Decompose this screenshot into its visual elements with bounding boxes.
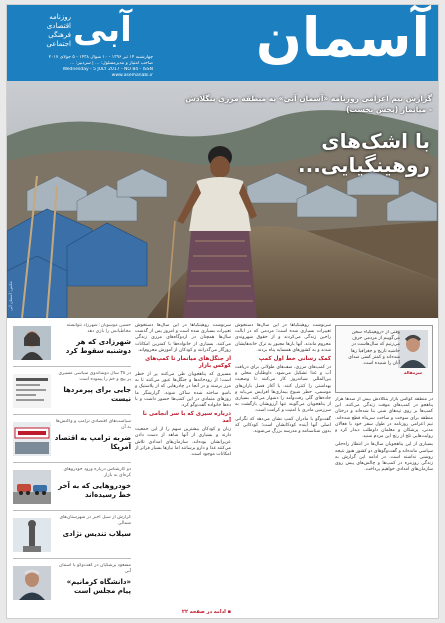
article-paragraph: در منطقه کوکس بازار بنگلادش بیش از صدها هزار پناهجو در کمپ‌های موقت زندگی می‌کنند. این کمپ‌ها بر روی تپه‌های شنی بنا شده‌اند و درختان منطقه برای سوخت و ساخت سرپناه قطع شده‌اند. تیم اعزامی روزنامه در طول سفر خود با فعالان مدنی، پزشکان و معلمان داوطلب دیدار کرد و روایت‌هایی تلخ از رنج این مردم شنید.	[335, 397, 433, 440]
article-subheading: از جنگل‌های میانمار تا کمپ‌های کوکس بازار	[145, 356, 231, 370]
statue-thumb-icon	[13, 518, 51, 552]
editorial-box[interactable]	[335, 325, 433, 393]
teaser-title[interactable]: خودروهایی که به آخر خط رسیده‌اند	[58, 482, 131, 499]
editor-avatar	[398, 330, 428, 368]
article-column-1	[135, 323, 231, 617]
cover-headline[interactable]: با اشک‌های روهینگیایی...	[298, 129, 430, 177]
article-paragraph: گفت‌وگو با مادران کمپ نشان می‌دهد که نگرانی اصلی آنها آینده کودکانشان است؛ کودکانی که بدون شناسنامه و مدرسه بزرگ می‌شوند.	[235, 416, 331, 435]
article-paragraph: در کمپ‌های مرزی، صف‌های طولانی برای دریافت آب و غذا تشکیل می‌شود. داوطلبان محلی و بین‌المللی شبانه‌روز کار می‌کنند تا وضعیت بهداشتی را کنترل کنند. با آغاز فصل باران‌های موسمی، خطر شیوع بیماری‌ها افزایش می‌یابد و جاده‌های گلی رفت‌وآمد را دشوار می‌کند. بسیاری از پناهجویان می‌گویند تنها آرزویشان بازگشت به سرزمین مادری با امنیت و کرامت است.	[235, 365, 331, 414]
cover-photo[interactable]	[7, 81, 439, 318]
teaser-lead: گزارش از سیل اخیر در شهرستان‌های شمالی	[59, 515, 131, 526]
headline-thumb-icon	[13, 374, 51, 408]
sub-line: روزنامه	[49, 13, 71, 21]
editorial-text: وقتی از «روهینگیا» سخن می‌گوییم از مردمی حرف می‌زنیم که سال‌هاست در حاشیه تاریخ و جغرافیا رها شده‌اند و کمتر کسی صدای آنان را شنیده است.	[348, 330, 400, 367]
portrait-thumb-2-icon	[13, 566, 51, 600]
issue-staff: صاحب امتیاز و مدیرمسئول: ... | سردبیر: ...	[70, 61, 153, 66]
article-paragraph: سرنوشت روهینگیاها در این سال‌ها دستخوش تغییرات بسیاری شده است و امروز پس از گذشت سال‌ها همچنان در اردوگاه‌های مرزی زندگی می‌کنند. بسیاری از خانواده‌ها با کمترین امکانات روزگار می‌گذرانند و کودکان از آموزش محروم‌اند.	[135, 323, 231, 353]
photo-credit: عکس: آسمان آبی	[8, 280, 13, 311]
refugee-camp-photo	[7, 81, 439, 318]
teaser-item[interactable]	[13, 467, 131, 511]
issue-number: Wednesday - 5 JULY 2017 - NO 84 - ISSN	[62, 67, 153, 72]
article-paragraph: زنان و کودکان بیشترین سهم را از این جمعیت دارند و بسیاری از آنها شاهد از دست دادن عزیزانشان بوده‌اند. سازمان‌های امدادی تلاش می‌کنند غذا و دارو برسانند اما نیازها بسیار فراتر از امکانات موجود است.	[135, 427, 231, 458]
article-subheading: درباره سیری که با سر انجامی نا آمد	[142, 411, 231, 425]
sub-line: اجتماعی	[46, 40, 71, 48]
teaser-lead: حسین موسویان: شهرزاد نتوانسته مخاطبانش را بازی دهد	[66, 323, 131, 334]
issue-meta	[13, 55, 153, 79]
sub-brand-lines	[17, 13, 71, 49]
sub-line: فرهنگی	[48, 31, 71, 39]
cover-kicker: گزارش تیم اعزامی روزنامه «آسمان آبی» به منطقه مرزی بنگلادش - میانمار (بخش نخست)	[185, 94, 432, 114]
teaser-title[interactable]: جایی برای پیرمردها نیست	[63, 386, 131, 403]
teaser-lead: در ۳۸ سال دوشاندوی سیاسی مسیری پر پیچ و خم را پیموده است	[58, 371, 131, 382]
sub-brand-logo	[13, 11, 133, 51]
teaser-title[interactable]: ضربه ترامپ به اقتصاد آمریکا	[54, 434, 131, 451]
continued-note[interactable]: ▪ ادامه در صفحه ۲۲	[181, 609, 231, 615]
divider	[13, 366, 131, 367]
article-column-3	[335, 397, 433, 617]
teaser-lead: مسعود پزشکیان در گفت‌وگو با آسمان آبی	[58, 563, 131, 574]
article-paragraph: مسیری که پناهجویان طی می‌کنند پر از خطر است؛ از رودخانه‌ها و جنگل‌ها عبور می‌کنند تا به مرز برسند و در آنجا در چادرهایی که از پلاستیک و بامبو ساخته شده ساکن شوند. گزارشگر ما روزهای متمادی در این کمپ‌ها حضور داشت و با ده‌ها خانواده گفت‌وگو کرد.	[135, 372, 231, 409]
teaser-item[interactable]	[13, 323, 131, 367]
article-column-2	[235, 323, 331, 617]
teaser-lead: سیاست‌های اقتصادی ترامپ و واکنش‌ها به آن	[55, 419, 131, 430]
teaser-item[interactable]	[13, 371, 131, 415]
divider	[13, 462, 131, 463]
divider	[13, 510, 131, 511]
article-subheading: کمک رسانی خط اول کمپ	[258, 356, 331, 363]
article-paragraph: بسیاری از این پناهجویان سال‌ها در انتظار راه‌حلی سیاسی مانده‌اند و گفت‌وگوهای دو کشور هنوز نتیجه روشنی نداشته است. در ادامه این گزارش به زندگی روزمره در کمپ‌ها و چالش‌های پیش روی سازمان‌های امدادی خواهیم پرداخت.	[335, 442, 433, 473]
masthead	[7, 5, 439, 81]
teaser-title[interactable]: «دانشگاه کرمانیم» پیام مجلس است	[66, 578, 131, 595]
website-link[interactable]: www.asemanabi.ir	[111, 73, 153, 78]
crisis-thumb-icon	[13, 422, 51, 456]
cars-thumb-icon	[13, 470, 51, 504]
sub-brand-word: آبی	[73, 10, 132, 50]
teaser-item[interactable]	[13, 563, 131, 607]
portrait-thumb-icon	[13, 326, 51, 360]
divider	[13, 414, 131, 415]
teaser-title[interactable]: شهرزادی که هر دوشنبه سقوط کرد	[65, 338, 131, 355]
issue-date: چهارشنبه ۱۴ تیر ۱۳۹۶ - ۱۰ شوال ۱۴۳۸ - ۵ جولای ۲۰۱۷	[48, 55, 153, 60]
sub-line: اقتصادی	[46, 22, 71, 30]
teaser-item[interactable]	[13, 515, 131, 559]
divider	[13, 558, 131, 559]
teaser-lead: دو کارشناس درباره ورود خودروهای کره‌ای به بازار	[63, 467, 131, 478]
newspaper-logo[interactable]: آسمان	[255, 6, 430, 69]
teaser-title[interactable]: سیلاب تندیس نژادی	[62, 530, 131, 538]
teaser-column	[13, 323, 131, 615]
newspaper-page	[6, 4, 439, 619]
article-paragraph: سرنوشت روهینگیاها در این سال‌ها دستخوش تغییرات بسیاری شده است؛ مردمی که در ایالت راخین زندگی می‌کردند و از حقوق شهروندی محروم ماندند. آنها بارها مجبور به ترک خانه‌هایشان شدند و به کشورهای همسایه پناه بردند.	[235, 323, 331, 353]
teaser-item[interactable]	[13, 419, 131, 463]
editorial-label: سرمقاله	[403, 370, 422, 375]
